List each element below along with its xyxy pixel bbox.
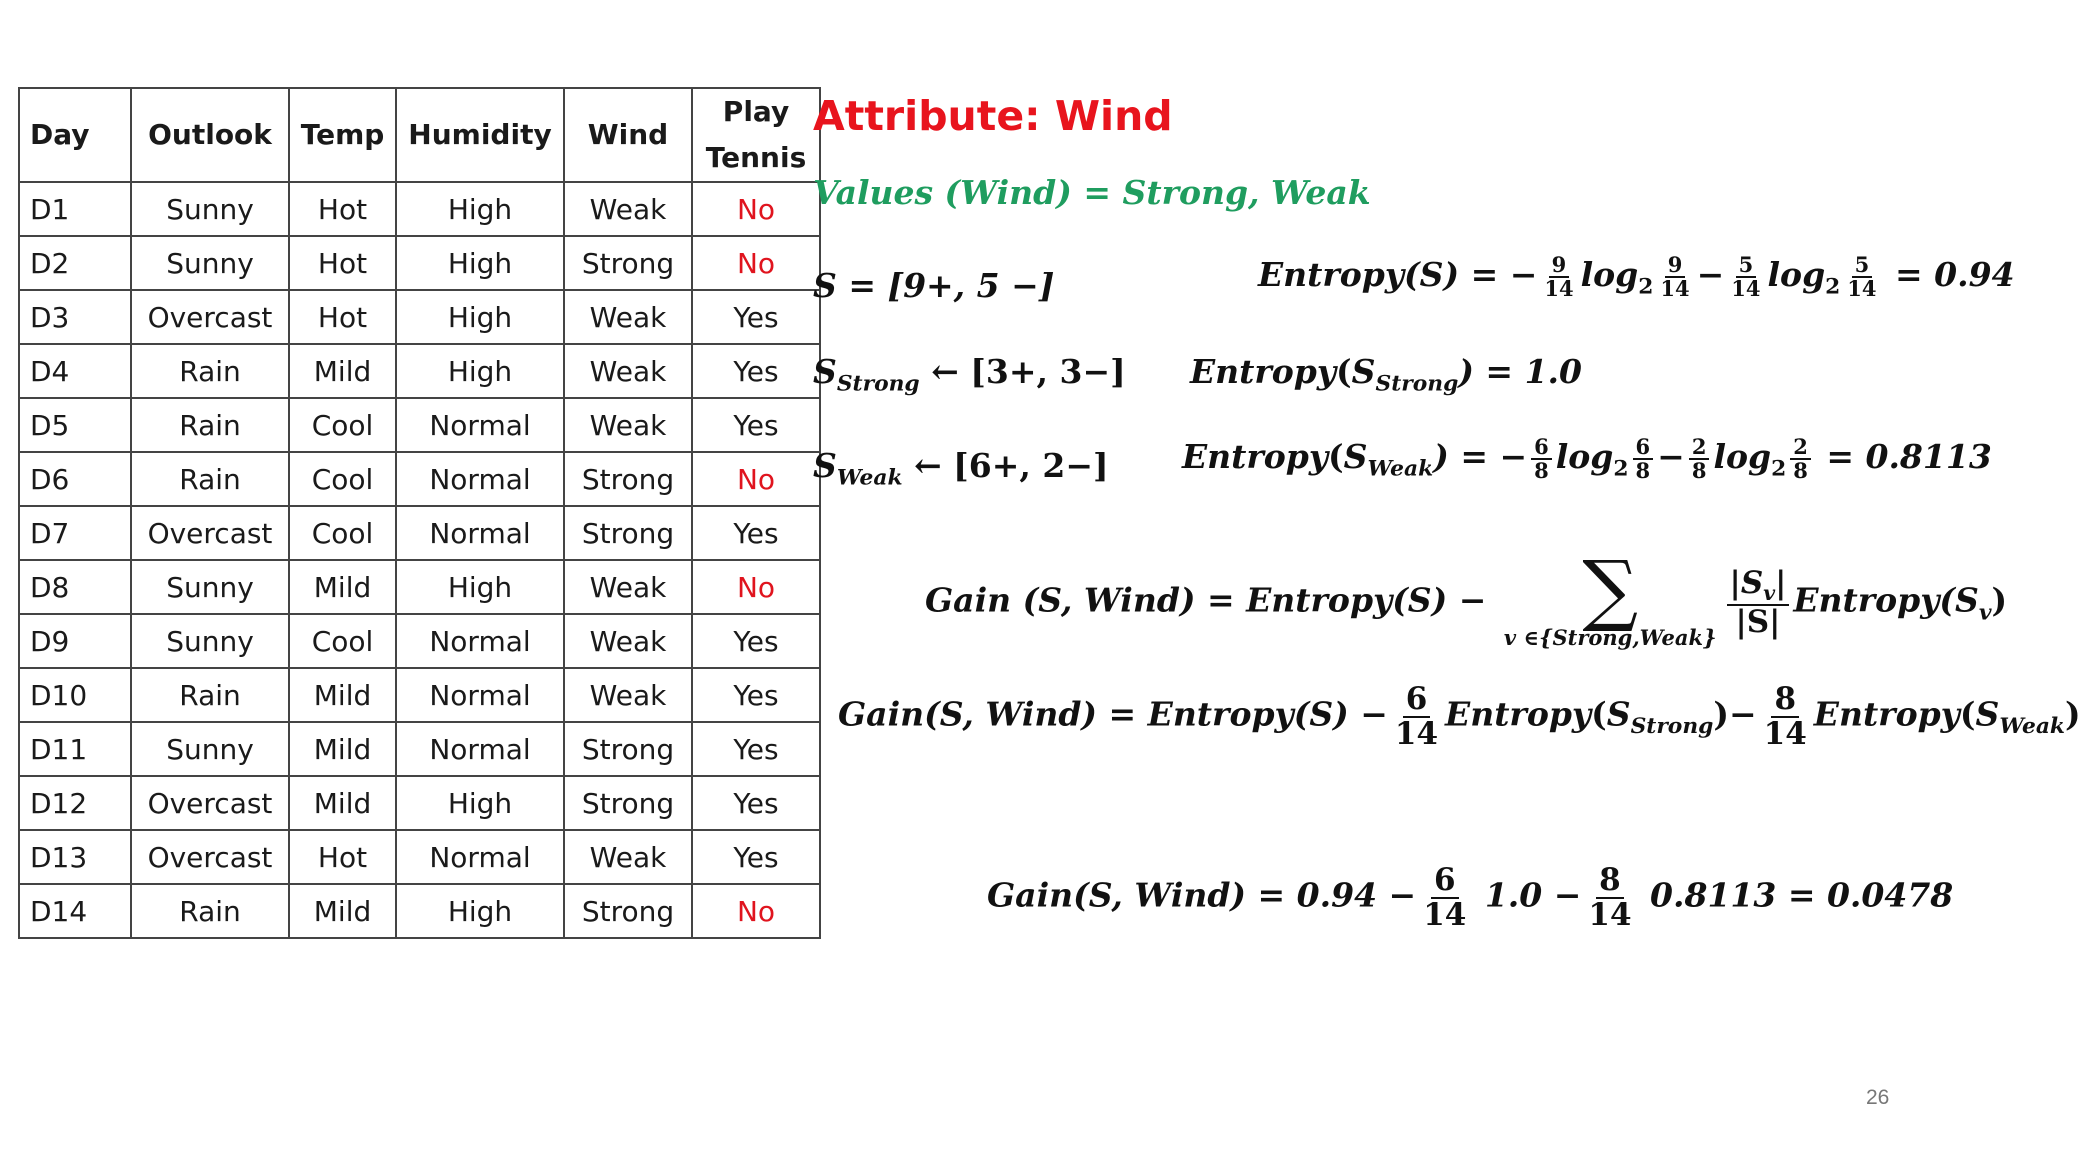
cell-wind: Strong (564, 722, 692, 776)
cell-outlook: Overcast (131, 506, 289, 560)
cell-temp: Cool (289, 506, 396, 560)
cell-temp: Cool (289, 614, 396, 668)
cell-outlook: Overcast (131, 776, 289, 830)
frac-6-8: $\frac{6}{8}$ (1531, 436, 1552, 482)
cell-humidity: Normal (396, 398, 564, 452)
sigma-sum: ∑ v ∈{Strong,Weak} (1503, 545, 1717, 651)
cell-wind: Weak (564, 614, 692, 668)
log-label: log (1767, 255, 1826, 295)
cell-humidity: High (396, 884, 564, 938)
frac-2-8: $\frac{2}{8}$ (1689, 436, 1710, 482)
entropy-s-lhs: Entropy(S) = − (1258, 255, 1538, 295)
cell-outlook: Rain (131, 398, 289, 452)
table-row (19, 722, 820, 776)
cell-humidity: High (396, 290, 564, 344)
header-outlook: Outlook (131, 88, 289, 182)
cell-temp: Hot (289, 290, 396, 344)
s-weak-definition: $S_{Weak}$ ← [6+, 2−] (813, 446, 1109, 491)
attribute-title: Attribute: Wind (813, 92, 1173, 140)
cell-wind: Weak (564, 182, 692, 236)
cell-wind: Strong (564, 884, 692, 938)
cell-wind: Weak (564, 398, 692, 452)
cell-humidity: Normal (396, 668, 564, 722)
cell-day: D7 (19, 506, 131, 560)
header-play-line2: Tennis (705, 141, 807, 174)
cell-day: D12 (19, 776, 131, 830)
frac-6-14: $\frac{6}{14}$ (1394, 681, 1439, 752)
table-row (19, 560, 820, 614)
cell-play: Yes (692, 830, 820, 884)
table-row (19, 830, 820, 884)
s-strong-definition: $S_{Strong}$ ← [3+, 3−] (813, 352, 1126, 397)
cell-wind: Weak (564, 830, 692, 884)
cell-play: Yes (692, 290, 820, 344)
log-base: 2 (1638, 274, 1654, 300)
cell-temp: Hot (289, 830, 396, 884)
values-line: Values (Wind) = Strong, Weak (813, 173, 1371, 212)
table-row (19, 506, 820, 560)
cell-play: Yes (692, 344, 820, 398)
table-row (19, 236, 820, 290)
cell-day: D9 (19, 614, 131, 668)
play-tennis-table (18, 87, 821, 939)
frac-8-14-final: $\frac{8}{14}$ (1588, 862, 1632, 933)
cell-outlook: Rain (131, 344, 289, 398)
frac-5-14: $\frac{5}{14}$ (1731, 252, 1761, 302)
cell-play: No (692, 182, 820, 236)
cell-day: D14 (19, 884, 131, 938)
cell-outlook: Rain (131, 884, 289, 938)
header-play-tennis (692, 88, 820, 182)
cell-day: D13 (19, 830, 131, 884)
cell-temp: Hot (289, 236, 396, 290)
cell-humidity: Normal (396, 452, 564, 506)
table-row (19, 668, 820, 722)
cell-play: No (692, 560, 820, 614)
cell-humidity: High (396, 182, 564, 236)
cell-day: D2 (19, 236, 131, 290)
cell-outlook: Sunny (131, 236, 289, 290)
cell-outlook: Sunny (131, 560, 289, 614)
cell-play: Yes (692, 614, 820, 668)
header-temp: Temp (289, 88, 396, 182)
table-row (19, 884, 820, 938)
cell-play: No (692, 236, 820, 290)
frac-5-14b: $\frac{5}{14}$ (1847, 252, 1877, 302)
header-humidity: Humidity (396, 88, 564, 182)
cell-outlook: Rain (131, 452, 289, 506)
cell-wind: Strong (564, 776, 692, 830)
cell-humidity: High (396, 344, 564, 398)
cell-temp: Mild (289, 344, 396, 398)
entropy-weak-equation: $Entropy(S_{Weak})$ = − $\frac{6}{8}$ $\log_2$ $\frac{6}{8}$ − $\frac{2}{8}$ $\log_2$ $\frac{2}{8}$ = 0.8113 (1182, 434, 1992, 484)
gain-final-result: Gain(S, Wind) = 0.94 − $\frac{6}{14}$ 1.0 − $\frac{8}{14}$ 0.8113 = 0.0478 (987, 862, 1954, 933)
cell-day: D4 (19, 344, 131, 398)
log-base: 2 (1825, 274, 1841, 300)
table-row (19, 452, 820, 506)
header-play-line1: Play (722, 95, 790, 128)
cell-day: D11 (19, 722, 131, 776)
cell-temp: Cool (289, 452, 396, 506)
s-definition: S = [9+, 5 −] (813, 266, 1055, 305)
cell-day: D1 (19, 182, 131, 236)
cell-temp: Mild (289, 776, 396, 830)
cell-temp: Cool (289, 398, 396, 452)
cell-play: Yes (692, 398, 820, 452)
cell-humidity: Normal (396, 722, 564, 776)
cell-humidity: High (396, 776, 564, 830)
cell-wind: Weak (564, 560, 692, 614)
cell-wind: Weak (564, 344, 692, 398)
frac-6-8b: $\frac{6}{8}$ (1633, 436, 1654, 482)
cell-play: No (692, 884, 820, 938)
table-body (19, 182, 820, 938)
log-label: log (1580, 255, 1639, 295)
cell-outlook: Rain (131, 668, 289, 722)
gain-general-formula: Gain (S, Wind) = Entropy(S) − ∑ v ∈{Strong,Weak} $\frac{|S_v|}{|S|}$ $Entropy(S_v)$ (925, 545, 2008, 651)
cell-humidity: Normal (396, 614, 564, 668)
table-header-row (19, 88, 820, 182)
cell-temp: Mild (289, 722, 396, 776)
cell-day: D6 (19, 452, 131, 506)
cell-temp: Mild (289, 884, 396, 938)
cell-play: Yes (692, 776, 820, 830)
frac-8-14: $\frac{8}{14}$ (1763, 681, 1807, 752)
cell-humidity: Normal (396, 506, 564, 560)
cell-wind: Weak (564, 290, 692, 344)
frac-9-14b: $\frac{9}{14}$ (1660, 252, 1690, 302)
cell-day: D10 (19, 668, 131, 722)
table-row (19, 614, 820, 668)
cell-humidity: High (396, 560, 564, 614)
header-day: Day (19, 88, 131, 182)
cell-outlook: Overcast (131, 290, 289, 344)
cell-humidity: Normal (396, 830, 564, 884)
page-number: 26 (1866, 1086, 1890, 1109)
cell-outlook: Sunny (131, 722, 289, 776)
cell-outlook: Sunny (131, 182, 289, 236)
frac-sv-s: $\frac{|S_v|}{|S|}$ (1727, 567, 1790, 639)
frac-2-8b: $\frac{2}{8}$ (1790, 436, 1811, 482)
table-row (19, 398, 820, 452)
table-row (19, 290, 820, 344)
frac-9-14: $\frac{9}{14}$ (1544, 252, 1574, 302)
entropy-s-equation (1258, 254, 2015, 300)
table-row (19, 776, 820, 830)
cell-humidity: High (396, 236, 564, 290)
cell-wind: Weak (564, 668, 692, 722)
gain-substituted-formula: Gain(S, Wind) = Entropy(S) − $\frac{6}{14}$ $Entropy(S_{Strong})-$ $\frac{8}{14}$ $Entropy(S_{Weak})$ (838, 681, 2081, 752)
cell-temp: Hot (289, 182, 396, 236)
cell-outlook: Overcast (131, 830, 289, 884)
cell-play: Yes (692, 506, 820, 560)
table-row (19, 344, 820, 398)
cell-play: No (692, 452, 820, 506)
entropy-s-result: = 0.94 (1895, 255, 2015, 295)
minus-sign: − (1696, 255, 1725, 295)
cell-temp: Mild (289, 668, 396, 722)
cell-wind: Strong (564, 236, 692, 290)
table-row (19, 182, 820, 236)
cell-day: D5 (19, 398, 131, 452)
cell-day: D8 (19, 560, 131, 614)
cell-wind: Strong (564, 452, 692, 506)
cell-play: Yes (692, 722, 820, 776)
frac-6-14-final: $\frac{6}{14}$ (1423, 862, 1467, 933)
header-wind: Wind (564, 88, 692, 182)
cell-outlook: Sunny (131, 614, 289, 668)
cell-temp: Mild (289, 560, 396, 614)
cell-day: D3 (19, 290, 131, 344)
entropy-strong-equation: $Entropy(S_{Strong}) = 1.0$ (1190, 352, 1582, 397)
cell-play: Yes (692, 668, 820, 722)
cell-wind: Strong (564, 506, 692, 560)
